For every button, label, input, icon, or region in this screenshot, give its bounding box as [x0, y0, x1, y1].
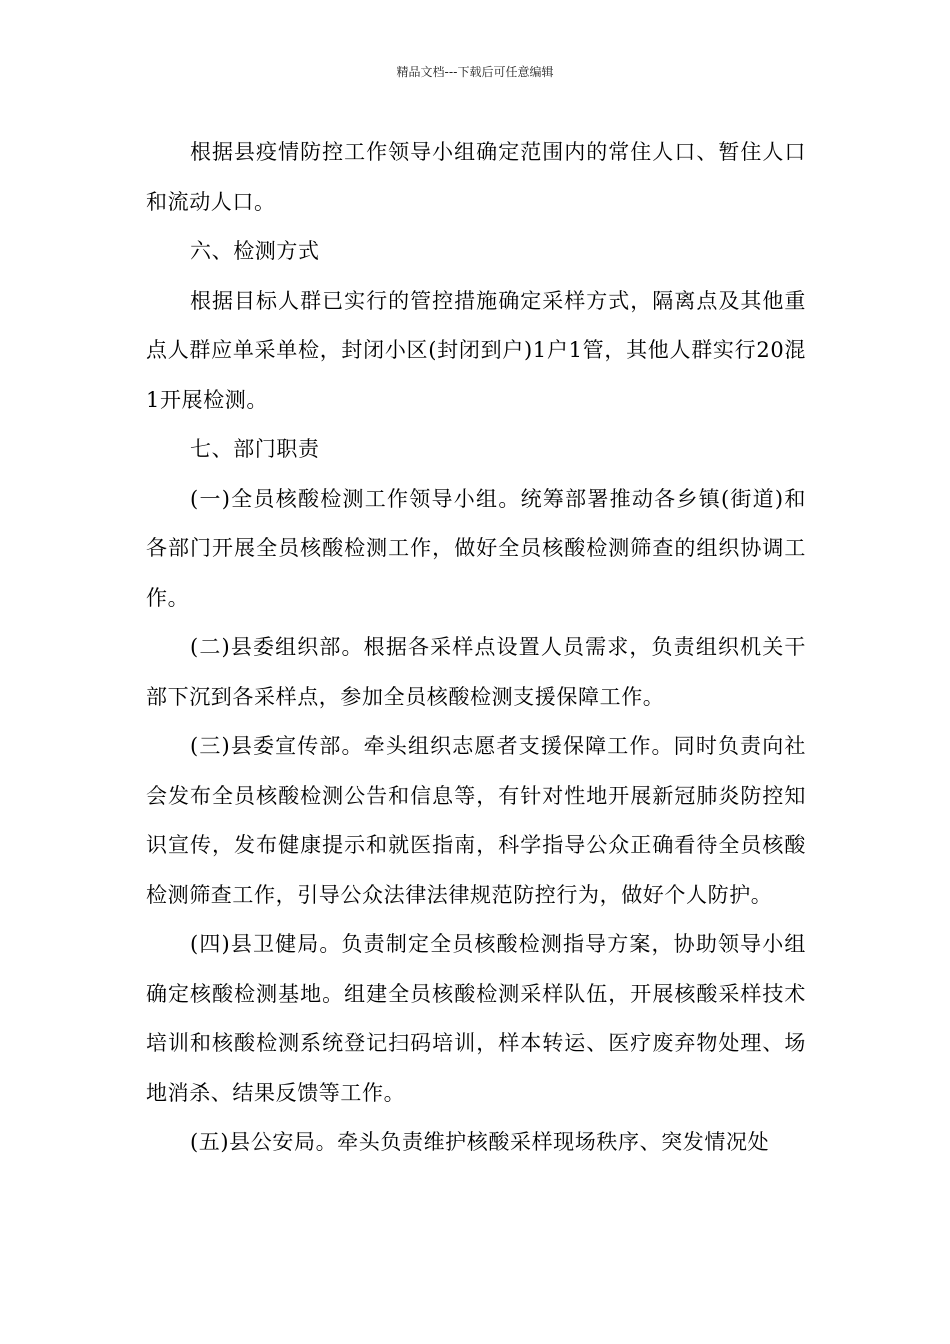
paragraph-target-population: 根据县疫情防控工作领导小组确定范围内的常住人口、暂住人口和流动人口。	[146, 140, 806, 214]
heading-detection-method: 六、检测方式	[190, 239, 320, 263]
paragraph-duty-health-bureau: (四)县卫健局。负责制定全员核酸检测指导方案，协助领导小组确定核酸检测基地。组建全员核酸检测采样队伍，开展核酸采样技术培训和核酸检测系统登记扫码培训，样本转运、医疗废弃物处理、场地消杀、结果反馈等工作。	[146, 932, 806, 1105]
paragraph-detection-method: 根据目标人群已实行的管控措施确定采样方式，隔离点及其他重点人群应单采单检，封闭小区(封闭到户)1户1管，其他人群实行20混1开展检测。	[146, 288, 806, 412]
heading-department-duties: 七、部门职责	[190, 437, 320, 461]
paragraph-duty-organization-dept: (二)县委组织部。根据各采样点设置人员需求，负责组织机关干部下沉到各采样点，参加全员核酸检测支援保障工作。	[146, 635, 806, 709]
document-body	[146, 128, 806, 1168]
paragraph-duty-public-security: (五)县公安局。牵头负责维护核酸采样现场秩序、突发情况处	[190, 1130, 770, 1154]
paragraph-duty-leading-group: (一)全员核酸检测工作领导小组。统筹部署推动各乡镇(街道)和各部门开展全员核酸检测工作，做好全员核酸检测筛查的组织协调工作。	[146, 486, 806, 610]
paragraph-duty-publicity-dept: (三)县委宣传部。牵头组织志愿者支援保障工作。同时负责向社会发布全员核酸检测公告和信息等，有针对性地开展新冠肺炎防控知识宣传，发布健康提示和就医指南，科学指导公众正确看待全员核酸检测筛查工作，引导公众法律法律规范防控行为，做好个人防护。	[146, 734, 806, 907]
page-header: 精品文档---下载后可任意编辑	[396, 65, 554, 79]
